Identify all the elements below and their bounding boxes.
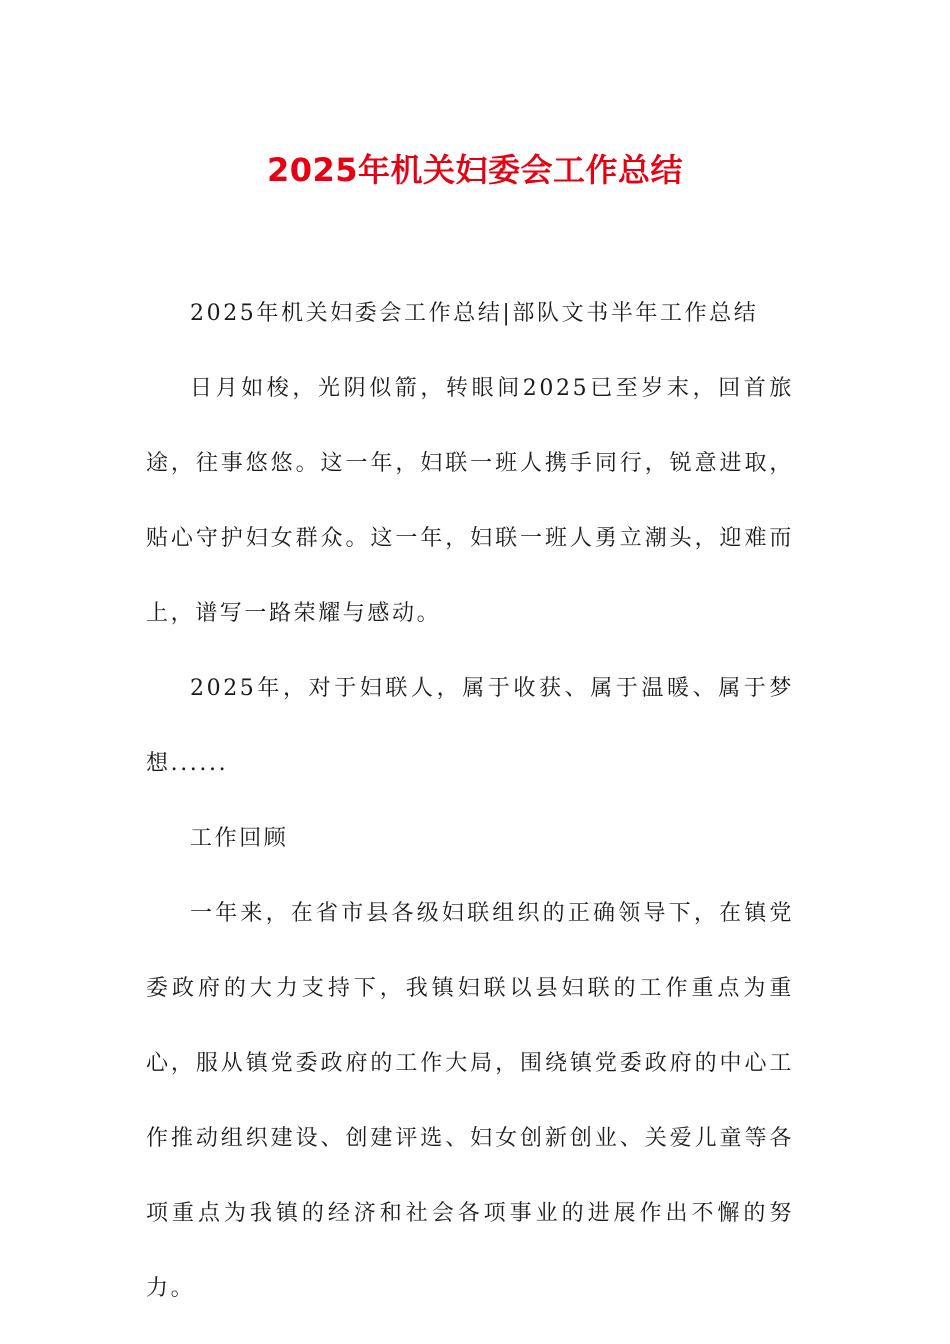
paragraph-intro: 日月如梭，光阴似箭，转眼间2025已至岁末，回首旅途，往事悠悠。这一年，妇联一班人携手同行，锐意进取，贴心守护妇女群众。这一年，妇联一班人勇立潮头，迎难而上，谱写一路荣耀与感动。 [146, 376, 794, 626]
paragraph-summary: 2025年，对于妇联人，属于收获、属于温暖、属于梦想...... [146, 676, 794, 776]
document-body [146, 276, 794, 1326]
paragraph-subtitle: 2025年机关妇委会工作总结|部队文书半年工作总结 [190, 301, 759, 326]
document-title: 2025年机关妇委会工作总结 [266, 151, 684, 189]
paragraph-work-review: 一年来，在省市县各级妇联组织的正确领导下，在镇党委政府的大力支持下，我镇妇联以县妇联的工作重点为重心，服从镇党委政府的工作大局，围绕镇党委政府的中心工作推动组织建设、创建评选、妇女创新创业、关爱儿童等各项重点为我镇的经济和社会各项事业的进展作出不懈的努力。 [146, 901, 794, 1301]
section-heading-work-review: 工作回顾 [190, 826, 289, 851]
